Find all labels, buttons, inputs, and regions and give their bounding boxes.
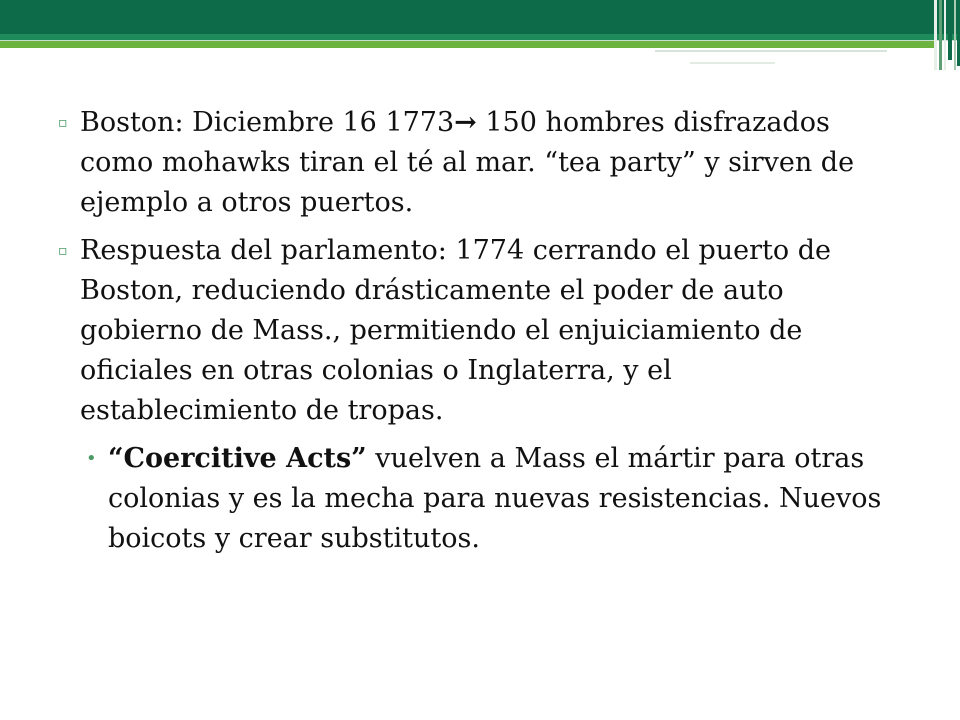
decorative-rule	[690, 62, 775, 64]
square-bullet-icon: ▫	[58, 115, 68, 131]
decorative-stripe	[944, 0, 946, 70]
header-divider	[0, 40, 960, 41]
bullet-text: Respuesta del parlamento: 1774 cerrando el puerto de Boston, reduciendo drásticamente el poder de auto gobierno de Mass., permitiendo el enjuiciamiento de oficiales en otras colonias o Inglaterra, y el establecimiento de tropas.	[80, 235, 831, 426]
header-band	[0, 0, 960, 34]
sub-bullet-text: vuelven a Mass el mártir para otras colonias y es la mecha para nuevas resistencias. Nuevos boicots y crear substitutos.	[108, 443, 882, 554]
sub-bullet-coercive-acts	[84, 439, 896, 559]
slide-body	[56, 103, 896, 559]
decorative-stripe	[954, 0, 956, 70]
bullet-text: Boston: Diciembre 16 1773	[80, 107, 455, 138]
header-accent-bar	[0, 40, 935, 48]
bullet-parliament-response	[56, 231, 896, 431]
bullet-boston-tea-party	[56, 103, 896, 223]
decorative-stripe	[934, 0, 937, 70]
dot-bullet-icon: •	[86, 448, 97, 469]
decorative-rule	[655, 50, 887, 52]
bullet-text: 150 hombres disfrazados como mohawks tiran el té al mar. “tea party” y sirven de ejemplo a otros puertos.	[80, 107, 855, 218]
square-bullet-icon: ▫	[58, 243, 68, 259]
decorative-stripe	[939, 0, 942, 70]
decorative-stripe	[948, 0, 952, 60]
sub-bullet-bold-text: “Coercitive Acts”	[108, 443, 367, 474]
arrow-right-icon: →	[454, 107, 477, 138]
